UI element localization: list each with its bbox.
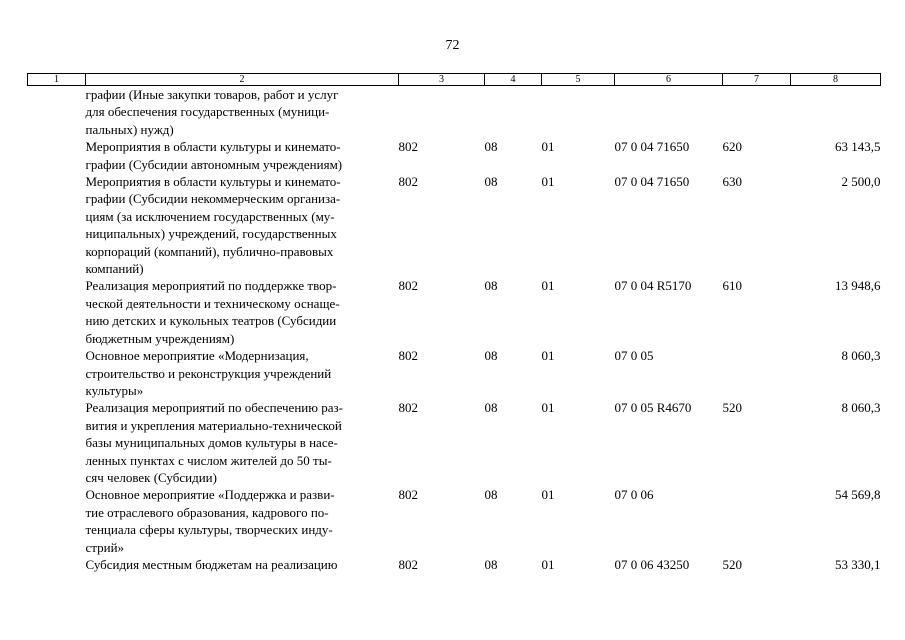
- cell-section-code: 08: [484, 278, 498, 294]
- item-name-line: Основное мероприятие «Модернизация,: [85, 348, 309, 364]
- cell-col-1: [28, 173, 86, 277]
- item-name-line: базы муниципальных домов культуры в насе-: [85, 435, 338, 451]
- item-name-line: нию детских и кукольных театров (Субсидии: [85, 313, 337, 329]
- item-name-line: компаний): [85, 261, 144, 277]
- column-number-row: [28, 74, 881, 86]
- cell-section-code: 08: [484, 556, 498, 572]
- item-name-line: ческой деятельности и техническому оснаще-: [85, 295, 340, 311]
- item-name-line: бюджетным учреждениям): [85, 330, 235, 346]
- cell-ministry-code: 802: [398, 556, 418, 572]
- table-row: [28, 138, 881, 173]
- cell-target-article: 07 0 05: [614, 348, 654, 364]
- cell-expense-type: 610: [722, 278, 742, 294]
- cell-expense-type: 620: [722, 139, 742, 155]
- table-row: [28, 277, 881, 347]
- cell-target-article: [615, 86, 723, 139]
- cell-amount: 53 330,1: [835, 556, 881, 572]
- cell-expense-type: [723, 486, 791, 556]
- cell-section-code: 08: [484, 139, 498, 155]
- item-name-line: тенциала сферы культуры, творческих инду-: [85, 522, 333, 538]
- cell-item-name: [86, 86, 399, 139]
- cell-item-name: [86, 556, 399, 573]
- column-header-1: 1: [28, 74, 86, 86]
- cell-section-code: 08: [484, 400, 498, 416]
- cell-subsection-code: 01: [541, 174, 555, 190]
- item-name-line: вития и укрепления материально-технической: [85, 417, 342, 433]
- item-name-line: циям (за исключением государственных (му-: [85, 208, 335, 224]
- cell-ministry-code: 802: [398, 487, 418, 503]
- cell-expense-type: [723, 86, 791, 139]
- item-name-line: Реализация мероприятий по обеспечению раз-: [85, 400, 343, 416]
- table-row: [28, 173, 881, 277]
- column-header-2: 2: [86, 74, 399, 86]
- cell-subsection-code: [542, 86, 615, 139]
- cell-item-name: [86, 347, 399, 399]
- cell-col-1: [28, 399, 86, 486]
- item-name-line: графии (Субсидии некоммерческим организа-: [85, 191, 341, 207]
- cell-target-article: 07 0 06 43250: [614, 556, 690, 572]
- cell-amount: 2 500,0: [841, 174, 881, 190]
- cell-item-name: [86, 138, 399, 173]
- item-name-line: тие отраслевого образования, кадрового по-: [85, 504, 329, 520]
- cell-expense-type: 630: [722, 174, 742, 190]
- cell-target-article: 07 0 05 R4670: [614, 400, 692, 416]
- table-row: [28, 556, 881, 573]
- item-name-line: сяч человек (Субсидии): [85, 469, 217, 485]
- cell-item-name: [86, 277, 399, 347]
- cell-target-article: 07 0 04 71650: [614, 174, 690, 190]
- cell-amount: 8 060,3: [841, 348, 881, 364]
- budget-table: [27, 73, 881, 573]
- cell-amount: 63 143,5: [835, 139, 881, 155]
- column-header-3: 3: [399, 74, 485, 86]
- item-name-line: Субсидия местным бюджетам на реализацию: [85, 556, 338, 572]
- cell-col-1: [28, 138, 86, 173]
- item-name-line: стрий»: [85, 539, 125, 555]
- item-name-line: ниципальных) учреждений, государственных: [85, 226, 337, 242]
- cell-amount: 13 948,6: [835, 278, 881, 294]
- item-name-line: строительство и реконструкция учреждений: [85, 365, 332, 381]
- cell-expense-type: 520: [722, 556, 742, 572]
- page-number: 72: [445, 38, 460, 53]
- column-header-7: 7: [723, 74, 791, 86]
- cell-ministry-code: 802: [398, 174, 418, 190]
- cell-section-code: 08: [484, 348, 498, 364]
- cell-col-1: [28, 556, 86, 573]
- cell-subsection-code: 01: [541, 556, 555, 572]
- cell-amount: 54 569,8: [835, 487, 881, 503]
- cell-ministry-code: [399, 86, 485, 139]
- cell-section-code: 08: [484, 174, 498, 190]
- column-header-4: 4: [485, 74, 542, 86]
- item-name-line: для обеспечения государственных (муници-: [85, 104, 330, 120]
- cell-amount: 8 060,3: [841, 400, 881, 416]
- cell-item-name: [86, 173, 399, 277]
- cell-ministry-code: 802: [398, 139, 418, 155]
- cell-subsection-code: 01: [541, 139, 555, 155]
- cell-col-1: [28, 486, 86, 556]
- cell-col-1: [28, 277, 86, 347]
- table-body: [28, 86, 881, 574]
- item-name-line: культуры»: [85, 382, 144, 398]
- item-name-line: графии (Субсидии автономным учреждениям): [85, 156, 343, 172]
- cell-item-name: [86, 399, 399, 486]
- column-header-8: 8: [791, 74, 881, 86]
- item-name-line: ленных пунктах с числом жителей до 50 ты-: [85, 452, 332, 468]
- item-name-line: Реализация мероприятий по поддержке твор-: [85, 278, 337, 294]
- cell-amount: [791, 86, 881, 139]
- table-row: [28, 347, 881, 399]
- column-header-6: 6: [615, 74, 723, 86]
- cell-expense-type: [723, 347, 791, 399]
- cell-section-code: [485, 86, 542, 139]
- cell-ministry-code: 802: [398, 278, 418, 294]
- cell-subsection-code: 01: [541, 400, 555, 416]
- cell-section-code: 08: [484, 487, 498, 503]
- item-name-line: Основное мероприятие «Поддержка и разви-: [85, 487, 335, 503]
- cell-ministry-code: 802: [398, 348, 418, 364]
- cell-ministry-code: 802: [398, 400, 418, 416]
- cell-subsection-code: 01: [541, 487, 555, 503]
- cell-subsection-code: 01: [541, 278, 555, 294]
- cell-col-1: [28, 347, 86, 399]
- cell-target-article: 07 0 04 R5170: [614, 278, 692, 294]
- item-name-line: пальных) нужд): [85, 121, 174, 137]
- item-name-line: Мероприятия в области культуры и кинемато-: [85, 174, 341, 190]
- table-row: [28, 486, 881, 556]
- item-name-line: корпораций (компаний), публично-правовых: [85, 243, 334, 259]
- cell-expense-type: 520: [722, 400, 742, 416]
- cell-target-article: 07 0 06: [614, 487, 654, 503]
- item-name-line: Мероприятия в области культуры и кинемато-: [85, 139, 341, 155]
- cell-subsection-code: 01: [541, 348, 555, 364]
- item-name-line: графии (Иные закупки товаров, работ и услуг: [85, 87, 339, 102]
- table-row: [28, 399, 881, 486]
- cell-item-name: [86, 486, 399, 556]
- column-header-5: 5: [542, 74, 615, 86]
- cell-target-article: 07 0 04 71650: [614, 139, 690, 155]
- cell-col-1: [28, 86, 86, 139]
- table-row: [28, 86, 881, 139]
